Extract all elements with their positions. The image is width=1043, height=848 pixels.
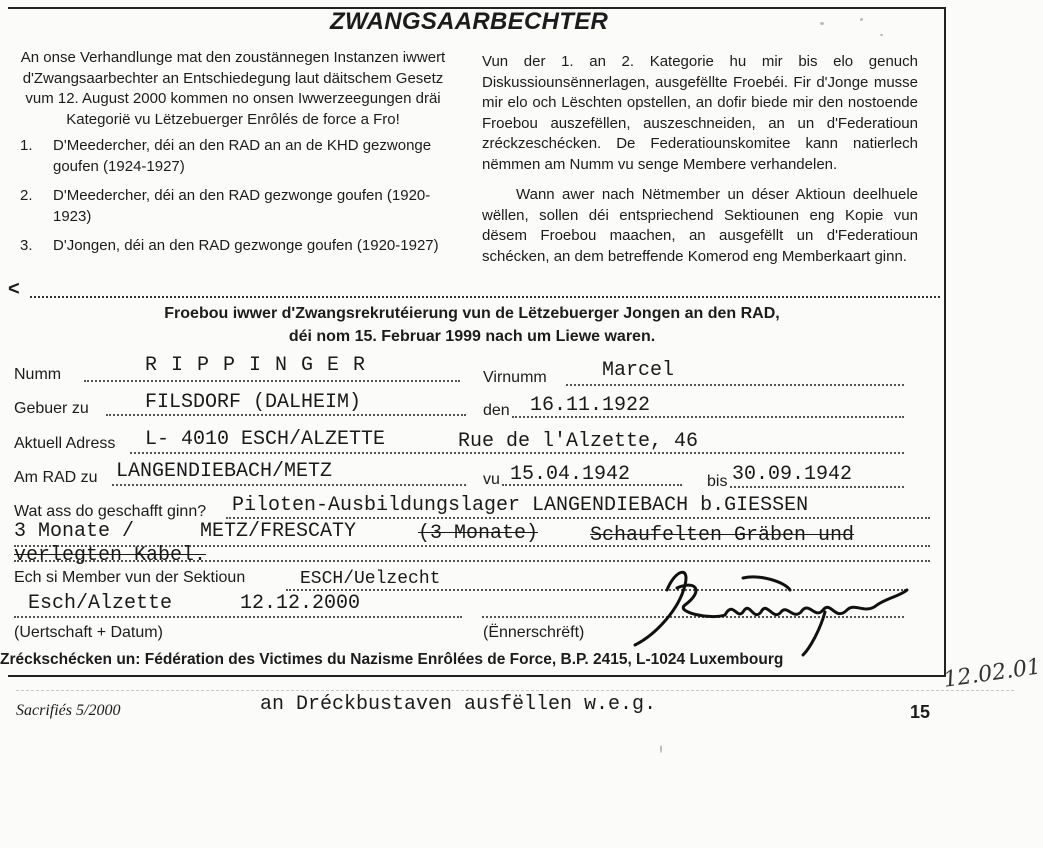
category-text: D'Jongen, déi an den RAD gezwonge goufen (1920-1927) xyxy=(53,237,439,254)
source-citation: Sacrifiés 5/2000 xyxy=(16,702,121,719)
address-postal-value[interactable]: L- 4010 ESCH/ALZETTE xyxy=(145,428,386,451)
section-value[interactable]: ESCH/Uelzecht xyxy=(300,569,441,589)
right-paragraph-1: Vun der 1. an 2. Kategorie hu mir bis elo genuch Diskussiounsënnerlagen, ausgefëllte Froebéi. Fir d'Jonge musse mir elo och Lëschten opstellen, an dofir biede mir den nostoende Froebou auszefëllen, auszeschneiden, an un d'Federatioun zréckzeschécken. De Federatiounskomitee kann natierlech nëmmen am Numm vu senge Membere verhandelen. xyxy=(482,53,918,173)
name-value[interactable]: R I P P I N G E R xyxy=(145,354,367,377)
signature-label: (Ënnerschrëft) xyxy=(483,624,585,641)
category-number: 2. xyxy=(20,187,33,204)
scissors-arrow-icon: < xyxy=(8,278,20,300)
scan-speck xyxy=(860,18,863,21)
intro-right-column xyxy=(482,52,918,267)
section-label: Ech si Member vun der Sektioun xyxy=(14,569,246,586)
from-date-value[interactable]: 15.04.1942 xyxy=(510,463,631,486)
article-title: ZWANGSAARBECHTER xyxy=(330,8,609,35)
address-street-value[interactable]: Rue de l'Alzette, 46 xyxy=(458,430,699,453)
form-title xyxy=(0,302,944,348)
return-address-note: Zréckschécken un: Fédération des Victimes du Nazisme Enrôlées de Force, B.P. 2415, L-1024 Luxembourg xyxy=(0,651,784,668)
birthdate-value[interactable]: 16.11.1922 xyxy=(530,394,651,417)
cut-line xyxy=(30,296,940,298)
name-line xyxy=(84,380,460,382)
rad-place-value[interactable]: LANGENDIEBACH/METZ xyxy=(116,460,333,483)
category-item xyxy=(8,136,458,177)
typed-instruction: an Dréckbustaven ausfëllen w.e.g. xyxy=(260,693,657,716)
first-name-line xyxy=(566,384,904,386)
intro-paragraph: An onse Verhandlunge mat den zoustännegen Instanzen iwwert d'Zwangsaarbechter an Entschiedegung laut däitschem Gesetz vum 12. August 2000 kommen no onsen Iwwerzeegungen dräi Kategorië vu Lëtzebuerger Enrôlés de force a Fro! xyxy=(20,49,446,128)
form-title-line-1: Froebou iwwer d'Zwangsrekrutéierung vun de Lëtzebuerger Jongen an den RAD, xyxy=(164,305,780,322)
intro-left-column xyxy=(8,48,458,266)
address-label: Aktuell Adress xyxy=(14,435,116,452)
first-name-label: Virnumm xyxy=(483,369,547,386)
category-text: D'Meedercher, déi an den RAD gezwonge goufen (1920-1923) xyxy=(53,187,431,225)
right-paragraph-2: Wann awer nach Nëtmember un déser Aktioun deelhuele wëllen, sollen déi entspriechend Sektiounen eng Kopie vun dësem Froebou maachen, an ausgefëllt un d'Federatioun schécken, an dem betreffende Komerod eng Memberkaart ginn. xyxy=(482,186,918,265)
scan-speck xyxy=(820,22,824,25)
birthdate-label: den xyxy=(483,402,510,419)
category-number: 3. xyxy=(20,237,33,254)
work-value-line-1[interactable]: Piloten-Ausbildungslager LANGENDIEBACH b.GIESSEN xyxy=(232,494,809,517)
work-value-line-3[interactable]: verlegten Kabel. xyxy=(14,544,207,567)
work-value-line-2b[interactable]: METZ/FRESCATY xyxy=(200,520,357,543)
rad-place-line xyxy=(112,484,466,486)
work-value-line-2c[interactable]: (3 Monate) xyxy=(418,522,539,545)
form-title-line-2: déi nom 15. Februar 1999 nach um Liewe waren. xyxy=(288,328,656,345)
from-label: vu xyxy=(483,471,500,488)
rad-place-label: Am RAD zu xyxy=(14,469,98,486)
scan-speck xyxy=(660,745,662,753)
place-value[interactable]: Esch/Alzette xyxy=(28,592,173,615)
work-value-line-2a[interactable]: 3 Monate / xyxy=(14,520,135,543)
first-name-value[interactable]: Marcel xyxy=(602,359,675,382)
work-line-1 xyxy=(226,517,930,519)
birthplace-line xyxy=(106,414,466,416)
scan-speck xyxy=(880,34,883,36)
work-label: Wat ass do geschafft ginn? xyxy=(14,503,207,520)
birthplace-label: Gebuer zu xyxy=(14,400,89,417)
category-item xyxy=(8,186,458,227)
category-list xyxy=(8,136,458,257)
category-number: 1. xyxy=(20,137,33,154)
category-text: D'Meedercher, déi an den RAD an an de KHD gezwonge goufen (1924-1927) xyxy=(53,137,432,175)
work-value-line-2d[interactable]: Schaufelten Gräben und xyxy=(590,524,855,547)
place-date-label: (Uertschaft + Datum) xyxy=(14,624,163,641)
date-value[interactable]: 12.12.2000 xyxy=(240,592,361,615)
to-date-value[interactable]: 30.09.1942 xyxy=(732,463,853,486)
name-label: Numm xyxy=(14,366,62,383)
handwritten-signature xyxy=(615,560,915,660)
handwritten-margin-note: 12.02.01 xyxy=(942,654,1043,693)
birthplace-value[interactable]: FILSDORF (DALHEIM) xyxy=(145,391,362,414)
to-label: bis xyxy=(707,473,728,490)
footer-divider xyxy=(16,690,1014,691)
page-number: 15 xyxy=(910,702,931,722)
category-item xyxy=(8,236,458,257)
place-date-line xyxy=(14,616,462,618)
to-line xyxy=(730,486,904,488)
